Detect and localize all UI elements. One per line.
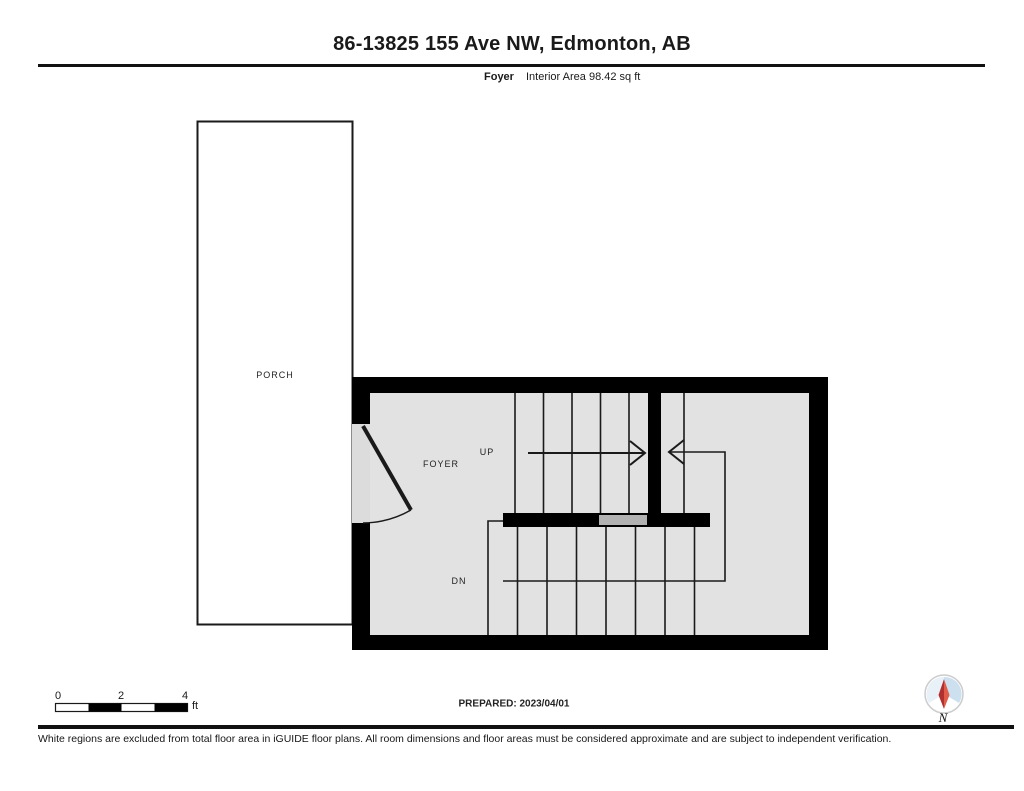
room-name-label: Foyer xyxy=(484,71,514,83)
scale-bar-segment xyxy=(155,704,188,712)
interior-area-label: Interior Area 98.42 sq ft xyxy=(525,71,641,83)
footer-divider-line xyxy=(38,725,1014,729)
scale-bar xyxy=(56,704,188,712)
scale-tick-0: 0 xyxy=(54,690,62,702)
scale-bar-segment xyxy=(89,704,122,712)
dn-label: DN xyxy=(451,576,467,586)
page-title: 86-13825 155 Ave NW, Edmonton, AB xyxy=(333,33,691,55)
scale-tick-2: 2 xyxy=(117,690,125,702)
stair-landing-step xyxy=(599,515,647,525)
scale-tick-4: 4 xyxy=(181,690,189,702)
compass-north-label: N xyxy=(938,710,948,725)
prepared-date-label: PREPARED: 2023/04/01 xyxy=(458,698,570,710)
scale-unit-label: ft xyxy=(192,700,199,712)
porch-label: PORCH xyxy=(256,370,294,380)
door-threshold xyxy=(352,424,370,523)
stair-divider-wall xyxy=(648,393,661,513)
up-label: UP xyxy=(479,447,495,457)
disclaimer-text: White regions are excluded from total floor area in iGUIDE floor plans. All room dimensions and floor areas must be considered approximate and are subject to independent verification. xyxy=(38,733,892,745)
compass xyxy=(925,675,963,713)
foyer-label: FOYER xyxy=(422,459,460,469)
